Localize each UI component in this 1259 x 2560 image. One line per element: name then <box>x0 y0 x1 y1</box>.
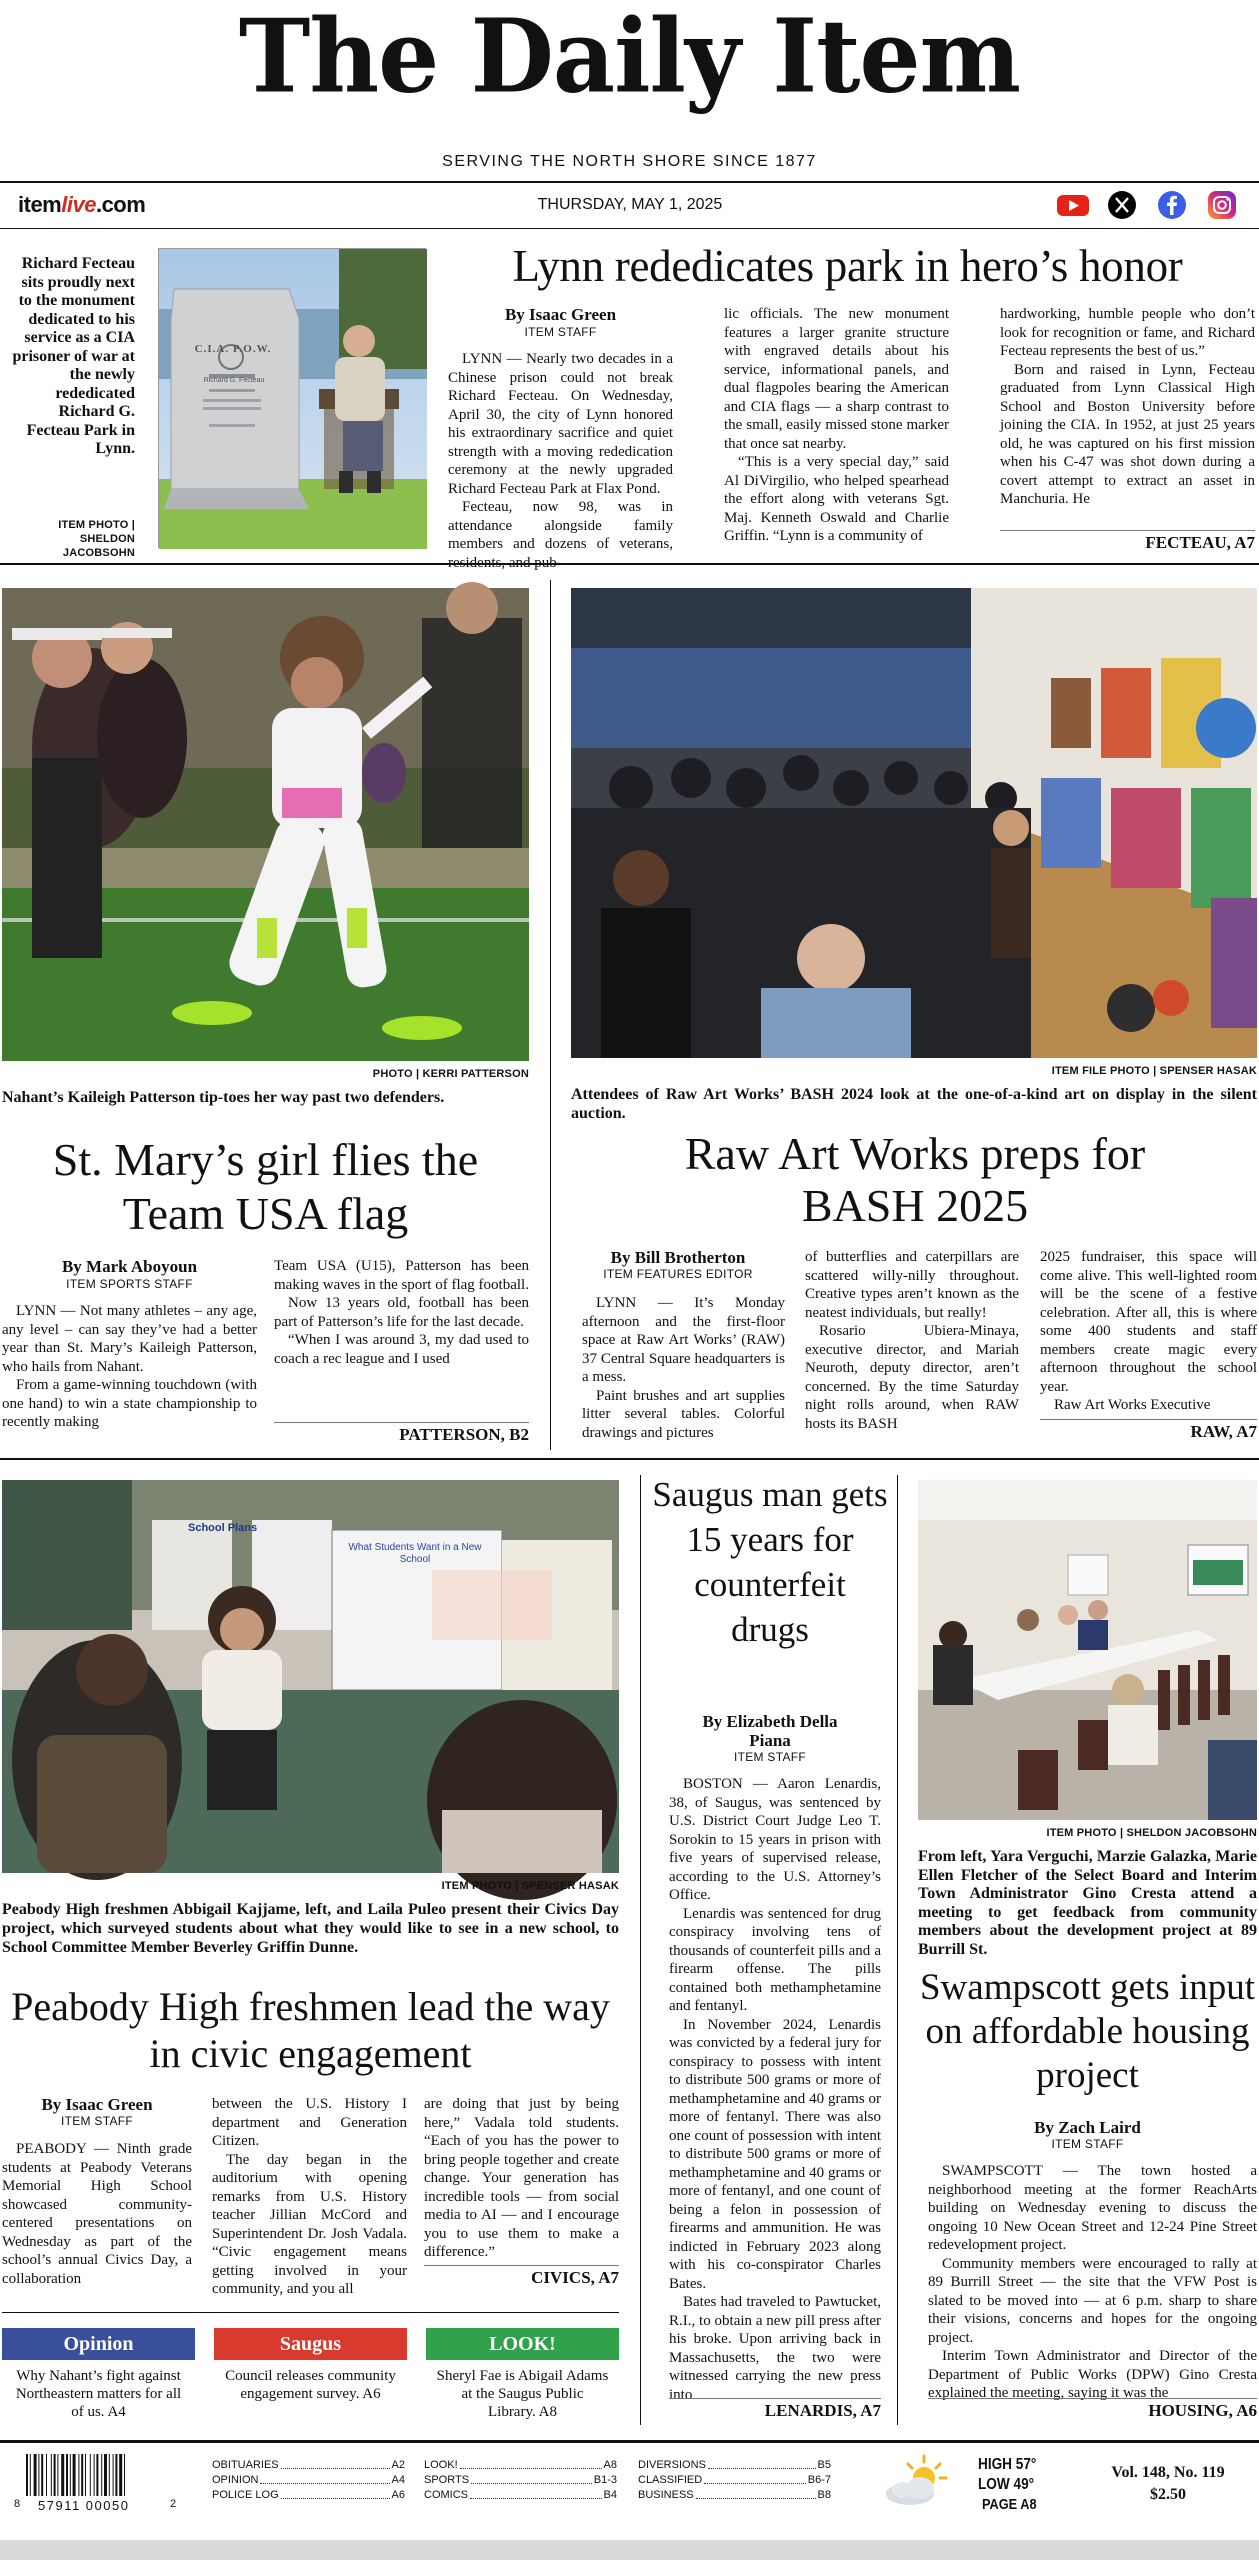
stmary-byline: By Mark Aboyoun <box>61 1257 198 1276</box>
weather-low: LOW 49° <box>978 2476 1035 2493</box>
stmary-col-1: LYNN — Not many athletes – any age, any level – can say they’ve had a better year than St. Mary’s Kaileigh Patterson, who hails from Nahant. From a game-winning touchdown (with one hand) to win a state championship to recently making <box>2 1303 257 1430</box>
monument-name: Richard G. Fecteau <box>203 377 265 384</box>
weather-page[interactable]: PAGE A8 <box>982 2496 1037 2513</box>
lead-byline: By Isaac Green <box>504 305 617 324</box>
swampscott-jump[interactable]: HOUSING, A6 <box>928 2398 1257 2421</box>
masthead-tagline: SERVING THE NORTH SHORE SINCE 1877 <box>442 153 817 170</box>
index-col-1 <box>212 2458 405 2503</box>
lead-col-1: LYNN — Nearly two decades in a Chinese prison could not break Richard Fecteau. On Wednesday, April 30, the city of Lynn honored his extraordinary sacrifice and quiet strength with a moving rededication ceremony at the newly upgraded Richard Fecteau Park at Flax Pond. Fecteau, now 98, was in attendance alongside family members and dozens of veterans, <box>448 351 673 552</box>
site-link[interactable]: itemlive.com <box>18 192 146 217</box>
raw-byline: By Bill Brotherton <box>610 1248 746 1267</box>
partly-cloudy-icon <box>880 2454 960 2510</box>
peabody-staff: ITEM STAFF <box>60 2114 134 2128</box>
lead-photo-caption: Richard Fecteau sits proudly next to the monument dedicated to his service as a CIA prisoner of war at the newly rededicated Richard G. Fecteau Park in Lynn. <box>12 255 135 457</box>
barcode <box>14 2454 184 2514</box>
index-item[interactable]: COMICS B4 <box>424 2489 617 2501</box>
lead-photo-credit: ITEM PHOTO | SHELDON JACOBSOHN <box>58 519 135 559</box>
saugus-jump[interactable]: LENARDIS, A7 <box>669 2398 881 2421</box>
saugus-staff: ITEM STAFF <box>733 1750 807 1764</box>
saugus-headline[interactable]: Saugus man gets 15 years for counterfeit drugs <box>652 1475 888 1649</box>
stmary-jump[interactable]: PATTERSON, B2 <box>274 1422 529 1445</box>
raw-photo <box>571 588 1257 1058</box>
stmary-photo <box>2 588 529 1061</box>
stmary-headline[interactable]: St. Mary’s girl flies the Team USA flag <box>52 1134 479 1239</box>
lead-col-2: lic officials. The new monument features a larger granite structure with engraved details about his service, informational panels, and dual flagpoles bearing the American and CIA flags — a sharp contrast to the small, easily missed stone marker that once sat nearby. “This is a very special day,” said Al DiVirgilio, who helped spearhead the effort along with veterans Sgt. Maj. Kenneth Oswald and Charlie Griffin. “Lynn is a community of <box>724 306 949 544</box>
peabody-caption: Peabody High freshmen Abbigail Kajjame, left, and Laila Puleo present their Civics Day project, which surveyed students about what they would like to see in a new school, to School Committee Member Beverley Griffin Dunne. <box>2 1901 619 1956</box>
raw-col-3: 2025 fundraiser, this space will come alive. This well-lighted room will be the scene of a festive celebration. After all, this is where some 400 students and staff members create magic every afternoon throughout the school year. Raw Art Works Executive <box>1040 1249 1257 1413</box>
lead-photo <box>158 248 426 548</box>
social-links <box>1055 190 1245 220</box>
facebook-icon[interactable] <box>1157 190 1187 220</box>
youtube-icon[interactable] <box>1055 192 1091 218</box>
index-col-3 <box>638 2458 831 2503</box>
stmary-staff: ITEM SPORTS STAFF <box>66 1277 193 1291</box>
masthead-title: The Daily Item <box>238 0 1021 116</box>
monument-text: C.I.A. P.O.W. <box>194 343 272 355</box>
index-item[interactable]: CLASSIFIED B6-7 <box>638 2474 831 2486</box>
peabody-jump[interactable]: CIVICS, A7 <box>424 2265 619 2288</box>
lead-staff: ITEM STAFF <box>524 325 597 339</box>
saugus-byline: By Elizabeth Della Piana <box>702 1712 838 1750</box>
swampscott-staff: ITEM STAFF <box>1051 2137 1124 2151</box>
peabody-poster-title: School Plans <box>188 1522 258 1534</box>
peabody-col-1: PEABODY — Ninth grade students at Peabody Veterans Memorial High School showcased community-centered presentations on Wednesday as part of the school’s annual Civics Day, a collaboration <box>2 2141 192 2287</box>
masthead <box>0 0 1259 180</box>
swampscott-caption: From left, Yara Verguchi, Marzie Galazka, Marie Ellen Fletcher of the Select Board and Interim Town Administrator Gino Cresta attend a meeting to get feedback from community members about the development project at 89 Burrill St. <box>918 1848 1257 1958</box>
index-item[interactable]: BUSINESS B8 <box>638 2489 831 2501</box>
lead-headline[interactable]: Lynn rededicates park in hero’s honor <box>512 241 1183 291</box>
volume-number: Vol. 148, No. 119 <box>1111 2464 1225 2481</box>
stmary-photo-credit: PHOTO | KERRI PATTERSON <box>372 1068 529 1080</box>
swampscott-body: SWAMPSCOTT — The town hosted a neighborhood meeting at the former ReachArts building on Wednesday evening to discuss the ongoing 10 New Ocean Street and 12-24 Pine Street redevelopment project. Community members were encouraged to rally at 89 Burrill Street — the site that the VFW Post is slated to be moved into — at 6 p.m. sharp to share their visions, concerns and hopes for the ongoing project. Interim Town Administrator and Director of the Department of Public Works (DPW) Gino Cresta explained the meeting, saying it was the <box>928 2163 1257 2401</box>
promo-saugus-button[interactable]: Saugus <box>214 2328 407 2360</box>
peabody-col-3: are doing that just by being here,” Vadala told students. “Each of you has the power to bring people together and create change. Your generation has incredible tools — from social media to AI — and I encourage you to use them to make a difference.” <box>424 2096 619 2260</box>
raw-headline[interactable]: Raw Art Works preps for BASH 2025 <box>684 1128 1146 1231</box>
raw-col-2: of butterflies and caterpillars are scattered willy-nilly throughout. Creative types aren’t known as the neatest individuals, but really! Rosario Ubiera-Minaya, executive director, and Mariah Neuroth, deputy director, aren’t concerned. By the time Saturday night rolls around, when RAW hosts its BASH <box>805 1249 1019 1432</box>
instagram-icon[interactable] <box>1207 190 1237 220</box>
promo-look-text[interactable]: Sheryl Fae is Abigail Adams at the Saugus Public Library. A8 <box>436 2368 609 2420</box>
barcode-right-digit: 2 <box>170 2498 177 2510</box>
promo-saugus-text[interactable]: Council releases community engagement survey. A6 <box>225 2368 396 2402</box>
swampscott-photo-credit: ITEM PHOTO | SHELDON JACOBSOHN <box>1046 1827 1257 1839</box>
index-item[interactable]: SPORTS B1-3 <box>424 2474 617 2486</box>
peabody-col-2: between the U.S. History I department and Generation Citizen. The day began in the auditorium with opening remarks from U.S. History teacher Jillian McCord and Superintendent Dr. Josh Vadala. “Civic engagement means getting involved in your community, and you all <box>212 2096 407 2297</box>
peabody-byline: By Isaac Green <box>41 2095 153 2114</box>
swampscott-headline[interactable]: Swampscott gets input on affordable housing project <box>919 1967 1256 2096</box>
raw-staff: ITEM FEATURES EDITOR <box>603 1267 753 1281</box>
index-item[interactable]: OBITUARIES A2 <box>212 2459 405 2471</box>
barcode-digits: 57911 00050 <box>38 2498 130 2513</box>
page-bottom-band <box>0 2540 1259 2560</box>
lead-col-3: hardworking, humble people who don’t look for recognition or fame, and Richard Fecteau represents the best of us.” Born and raised in Lynn, Fecteau graduated from Lynn Classical High School and Boston University before joining the CIA. In 1952, at just 25 years old, he was captured on his first mission when his C-47 was shot down during a covert attempt to extract an asset in Manchuria. He <box>1000 306 1255 507</box>
peabody-photo <box>2 1480 619 1873</box>
price: $2.50 <box>1150 2486 1186 2503</box>
promo-opinion-text[interactable]: Why Nahant’s fight against Northeastern matters for all of us. A4 <box>15 2368 182 2420</box>
peabody-photo-credit: ITEM PHOTO | SPENSER HASAK <box>441 1880 619 1892</box>
index-item[interactable]: LOOK! A8 <box>424 2459 617 2471</box>
weather-high: HIGH 57° <box>978 2456 1037 2473</box>
saugus-body: BOSTON — Aaron Lenardis, 38, of Saugus, was sentenced by U.S. District Court Judge Leo T. Sorokin to 15 years in prison with five years of supervised release, according to the U.S. Attorney’s Office. Lenardis was sentenced for drug conspiracy involving tens of thousands of counterfeit pills and a firearm offense. The pills contained both methamphetamine and fentanyl. In November 2024, Lenardis was convicted by a federal jury for conspiracy to possess with intent to distribute 500 grams or more of methamphetamine and 40 grams or more of fentanyl. There was also one count of possession with intent to distribute 500 grams or more of methamphetamine and 40 grams or more of fentanyl, and one count of being a felon in possession of firearms and ammunition. He was indicted in February 2023 along with his co-conspirator Charles Bates. Bates had traveled to Pawtucket, R.I., to obtain a new pill press after his broke. Upon arriving back in Massachusetts, the two were witnessed carrying the new press into <box>669 1776 881 2403</box>
barcode-left-digit: 8 <box>14 2498 21 2510</box>
x-icon[interactable] <box>1107 190 1137 220</box>
raw-photo-credit: ITEM FILE PHOTO | SPENSER HASAK <box>1051 1065 1257 1077</box>
index-item[interactable]: DIVERSIONS B5 <box>638 2459 831 2471</box>
promo-opinion-button[interactable]: Opinion <box>2 2328 195 2360</box>
stmary-caption: Nahant’s Kaileigh Patterson tip-toes her way past two defenders. <box>2 1089 445 1106</box>
peabody-headline[interactable]: Peabody High freshmen lead the way in civic engagement <box>11 1984 610 2076</box>
index-item[interactable]: OPINION A4 <box>212 2474 405 2486</box>
promo-look-button[interactable]: LOOK! <box>426 2328 619 2360</box>
index-col-2 <box>424 2458 617 2503</box>
raw-jump[interactable]: RAW, A7 <box>1040 1419 1257 1442</box>
index-item[interactable]: POLICE LOG A6 <box>212 2489 405 2501</box>
stmary-col-2: Team USA (U15), Patterson has been making waves in the sport of flag football. Now 13 years old, football has been part of Patterson’s life for the last decade. “When I was around 3, my dad used to coach a rec league and I used <box>274 1258 529 1367</box>
swampscott-photo <box>918 1480 1257 1820</box>
raw-caption: Attendees of Raw Art Works’ BASH 2024 look at the one-of-a-kind art on display in the silent auction. <box>571 1086 1257 1122</box>
issue-date: THURSDAY, MAY 1, 2025 <box>537 196 723 213</box>
swampscott-byline: By Zach Laird <box>1034 2118 1141 2137</box>
lead-jump[interactable]: FECTEAU, A7 <box>1000 530 1255 553</box>
raw-col-1: LYNN — It’s Monday afternoon and the first-floor space at Raw Art Works’ (RAW) 37 Central Square headquarters is a mess. Paint brushes and art supplies litter several tables. Colorful drawings and pictures <box>582 1295 785 1441</box>
peabody-poster-text: What Students Want in a New School <box>348 1542 482 1565</box>
